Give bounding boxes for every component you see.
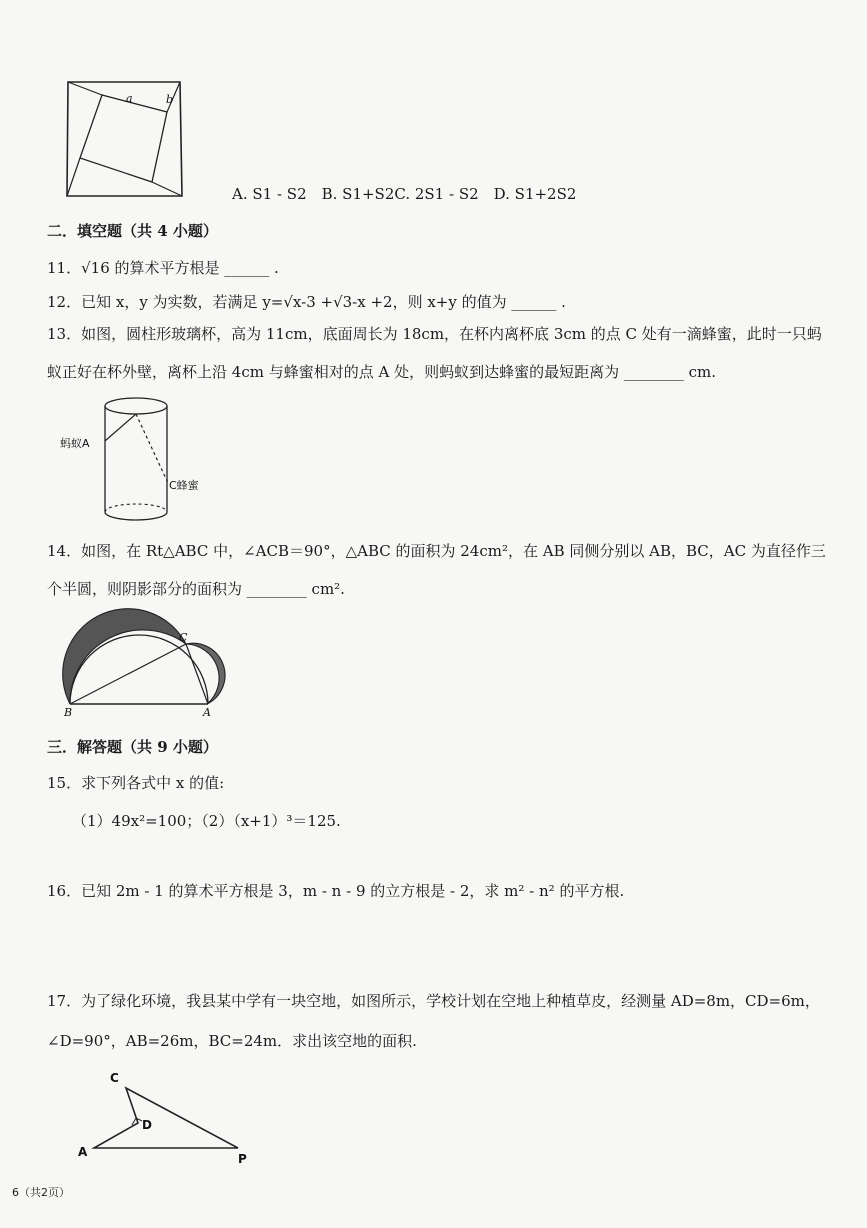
q10-label-b: b [166,93,174,106]
q17-label-A: A [78,1145,88,1159]
q17-label-D: D [142,1118,152,1132]
page-footer: 6（共2页） [12,1186,70,1199]
q17-label-C: C [110,1071,119,1085]
q10-figure [64,78,188,200]
q13-cylinder-figure [60,390,230,530]
section3-title: 三．解答题（共 9 小题） [47,738,218,756]
q12-text: 12．已知 x，y 为实数，若满足 y=√x-3 +√3-x +2，则 x+y 的值为 ______ . [47,293,566,311]
q14-label-B: B [64,706,73,719]
q14-line1: 14．如图，在 Rt△ABC 中，∠ACB＝90°，△ABC 的面积为 24cm²，在 AB 同侧分别以 AB，BC，AC 为直径作三 [47,542,826,560]
q13-line2: 蚁正好在杯外壁，离杯上沿 4cm 与蜂蜜相对的点 A 处，则蚂蚁到达蜂蜜的最短距离为 ________ cm. [47,363,717,381]
section2-title: 二．填空题（共 4 小题） [47,222,218,240]
q10-label-a: a [126,92,133,105]
q14-line2: 个半圆，则阴影部分的面积为 ________ cm². [47,580,345,598]
q16-text: 16．已知 2m - 1 的算术平方根是 3，m - n - 9 的立方根是 - 2，求 m² - n² 的平方根. [47,882,625,900]
q14-semicircles-figure [62,612,232,720]
q14-label-A: A [203,706,211,719]
q13-label-ant: 蚂蚁A [60,437,90,450]
q17-line1: 17．为了绿化环境，我县某中学有一块空地，如图所示，学校计划在空地上种植草皮，经测量 AD=8m，CD=6m， [47,992,820,1010]
q11-text: 11．√16 的算术平方根是 ______ . [47,259,279,277]
q17-label-B: P [238,1152,247,1166]
q10-options: A. S1 - S2 B. S1+S2C. 2S1 - S2 D. S1+2S2 [232,185,577,203]
q14-label-C: C [179,631,188,644]
q15-line2: （1）49x²=100；（2）（x+1）³＝125. [72,812,341,830]
q17-quadrilateral-figure [70,1068,260,1168]
q13-line1: 13．如图，圆柱形玻璃杯，高为 11cm，底面周长为 18cm，在杯内离杯底 3cm 的点 C 处有一滴蜂蜜，此时一只蚂 [47,325,822,343]
q15-line1: 15．求下列各式中 x 的值: [47,774,225,792]
q17-line2: ∠D=90°，AB=26m，BC=24m．求出该空地的面积. [47,1032,417,1050]
q13-label-honey: C蜂蜜 [169,479,199,492]
